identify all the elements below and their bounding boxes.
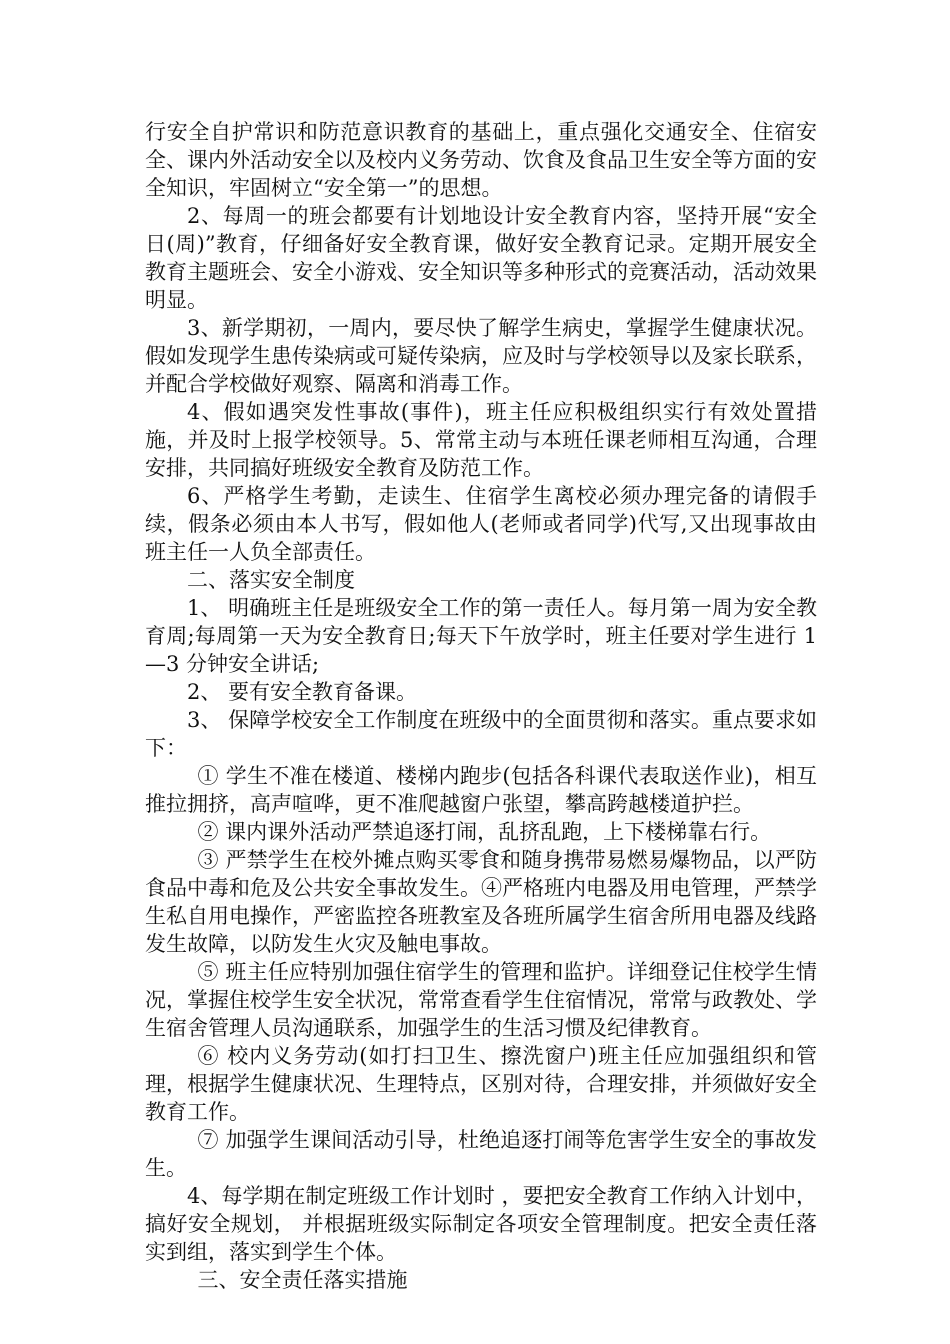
document-page (145, 118, 817, 1294)
paragraph-item-2: 2、每周一的班会都要有计划地设计安全教育内容，坚持开展“安全日(周)”教育，仔细备好安全教育课，做好安全教育记录。定期开展安全教育主题班会、安全小游戏、安全知识等多种形式的竞赛活动，活动效果明显。 (145, 204, 817, 312)
paragraph-requirement-5: ⑤ 班主任应特别加强住宿学生的管理和监护。详细登记住校学生情况，掌握住校学生安全状况，常常查看学生住宿情况，常常与政教处、学生宿舍管理人员沟通联系，加强学生的生活习惯及纪律教育。 (145, 960, 817, 1040)
paragraph-requirement-3-4: ③ 严禁学生在校外摊点购买零食和随身携带易燃易爆物品，以严防食品中毒和危及公共安全事故发生。④严格班内电器及用电管理，严禁学生私自用电操作，严密监控各班教室及各班所属学生宿舍所用电器及线路发生故障，以防发生火灾及触电事故。 (145, 848, 817, 956)
paragraph-requirement-7: ⑦ 加强学生课间活动引导，杜绝追逐打闹等危害学生安全的事故发生。 (145, 1128, 817, 1180)
paragraph-item-6: 6、严格学生考勤，走读生、住宿学生离校必须办理完备的请假手续，假条必须由本人书写，假如他人(老师或者同学)代写,又出现事故由班主任一人负全部责任。 (145, 484, 817, 564)
paragraph-rule-3: 3、 保障学校安全工作制度在班级中的全面贯彻和落实。重点要求如下： (145, 708, 817, 760)
paragraph-requirement-6: ⑥ 校内义务劳动(如打扫卫生、擦洗窗户)班主任应加强组织和管理，根据学生健康状况、生理特点，区别对待，合理安排，并须做好安全教育工作。 (145, 1044, 817, 1124)
paragraph-item-3: 3、新学期初，一周内，要尽快了解学生病史，掌握学生健康状况。假如发现学生患传染病或可疑传染病，应及时与学校领导以及家长联系，并配合学校做好观察、隔离和消毒工作。 (145, 316, 817, 396)
paragraph-rule-1: 1、 明确班主任是班级安全工作的第一责任人。每月第一周为安全教育周;每周第一天为安全教育日;每天下午放学时，班主任要对学生进行 1—3 分钟安全讲话; (145, 596, 817, 676)
paragraph-rule-4: 4、每学期在制定班级工作计划时 ，要把安全教育工作纳入计划中，搞好安全规划， 并根据班级实际制定各项安全管理制度。把安全责任落实到组，落实到学生个体。 (145, 1184, 817, 1264)
paragraph-item-4-5: 4、假如遇突发性事故(事件)，班主任应积极组织实行有效处置措施，并及时上报学校领导。5、常常主动与本班任课老师相互沟通，合理安排，共同搞好班级安全教育及防范工作。 (145, 400, 817, 480)
paragraph-rule-2: 2、 要有安全教育备课。 (187, 680, 418, 704)
paragraph-requirement-2: ② 课内课外活动严禁追逐打闹，乱挤乱跑，上下楼梯靠右行。 (197, 820, 772, 844)
paragraph-requirement-1: ① 学生不准在楼道、楼梯内跑步(包括各科课代表取送作业)，相互推拉拥挤，高声喧哗，更不准爬越窗户张望，攀高跨越楼道护拦。 (145, 764, 817, 816)
paragraph-continued: 行安全自护常识和防范意识教育的基础上，重点强化交通安全、住宿安全、课内外活动安全以及校内义务劳动、饮食及食品卫生安全等方面的安全知识，牢固树立“安全第一”的思想。 (145, 120, 817, 200)
section-heading-3: 三、安全责任落实措施 (197, 1268, 408, 1292)
section-heading-2: 二、落实安全制度 (187, 568, 355, 592)
